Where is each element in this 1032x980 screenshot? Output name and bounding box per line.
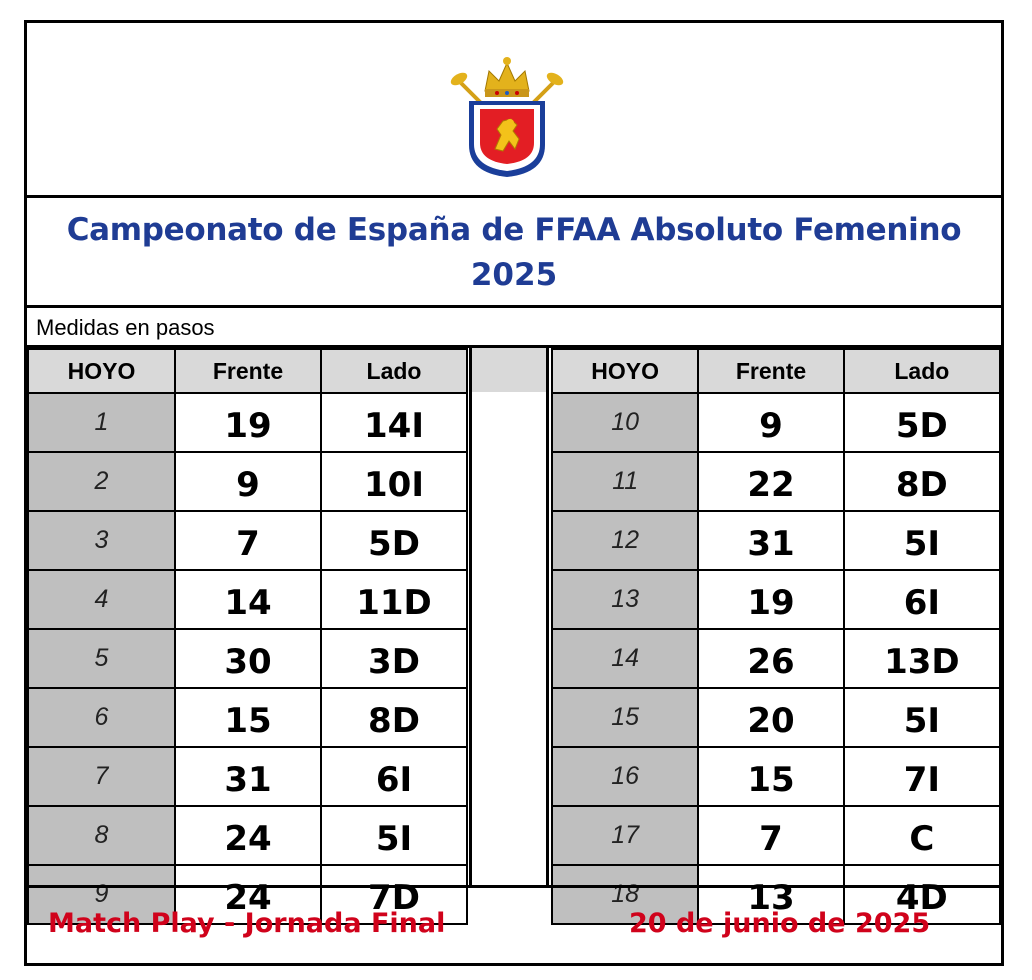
front-distance: 9 [698,393,843,452]
table-row [28,452,467,511]
side-distance: C [844,806,1000,865]
hole-number: 13 [552,570,698,629]
hole-number: 18 [552,865,698,924]
side-distance: 5D [844,393,1000,452]
hole-number: 11 [552,452,698,511]
column-header-hole: HOYO [552,349,698,393]
front-distance: 15 [175,688,321,747]
table-gap [469,348,549,885]
table-row [552,511,1000,570]
table-row [28,688,467,747]
footer [27,885,1001,963]
side-distance: 8D [321,688,467,747]
table-row [552,688,1000,747]
table-row [28,511,467,570]
hole-number: 15 [552,688,698,747]
holes-table-front-nine [27,348,468,925]
side-distance: 7D [321,865,467,924]
side-distance: 6I [844,570,1000,629]
hole-number: 2 [28,452,175,511]
front-distance: 9 [175,452,321,511]
units-note: Medidas en pasos [27,308,1001,348]
side-distance: 5I [844,688,1000,747]
side-distance: 10I [321,452,467,511]
hole-number: 16 [552,747,698,806]
table-row [552,452,1000,511]
hole-number: 3 [28,511,175,570]
side-distance: 6I [321,747,467,806]
table-row [552,806,1000,865]
side-distance: 14I [321,393,467,452]
column-header-front: Frente [698,349,843,393]
title-area [27,198,1001,308]
page-title: Campeonato de España de FFAA Absoluto Femenino [66,212,962,248]
table-row [552,747,1000,806]
round-label: Match Play - Jornada Final [48,908,446,939]
front-distance: 13 [698,865,843,924]
table-row [28,570,467,629]
front-distance: 31 [698,511,843,570]
front-distance: 19 [175,393,321,452]
front-distance: 20 [698,688,843,747]
hole-number: 7 [28,747,175,806]
table-gap-header [472,348,546,392]
table-row [28,806,467,865]
front-distance: 24 [175,865,321,924]
column-header-side: Lado [321,349,467,393]
front-distance: 24 [175,806,321,865]
side-distance: 7I [844,747,1000,806]
table-row [552,570,1000,629]
table-row [28,629,467,688]
front-distance: 26 [698,629,843,688]
front-distance: 14 [175,570,321,629]
holes-table-back-nine [551,348,1001,925]
table-row [28,747,467,806]
title-year: 2025 [470,257,558,293]
side-distance: 8D [844,452,1000,511]
federation-crest-icon [447,49,567,179]
column-header-side: Lado [844,349,1000,393]
column-header-front: Frente [175,349,321,393]
front-distance: 22 [698,452,843,511]
logo-area [27,23,1001,198]
hole-number: 4 [28,570,175,629]
date-label: 20 de junio de 2025 [629,908,931,939]
front-distance: 30 [175,629,321,688]
hole-number: 9 [28,865,175,924]
side-distance: 5I [321,806,467,865]
hole-number: 5 [28,629,175,688]
side-distance: 5D [321,511,467,570]
hole-number: 8 [28,806,175,865]
front-distance: 19 [698,570,843,629]
hole-number: 1 [28,393,175,452]
hole-number: 10 [552,393,698,452]
front-distance: 31 [175,747,321,806]
side-distance: 5I [844,511,1000,570]
table-row [552,629,1000,688]
front-distance: 7 [698,806,843,865]
sheet-frame [24,20,1004,966]
table-row [28,393,467,452]
front-distance: 15 [698,747,843,806]
side-distance: 11D [321,570,467,629]
side-distance: 3D [321,629,467,688]
table-row [552,393,1000,452]
side-distance: 4D [844,865,1000,924]
hole-number: 14 [552,629,698,688]
column-header-hole: HOYO [28,349,175,393]
hole-number: 12 [552,511,698,570]
hole-number: 17 [552,806,698,865]
side-distance: 13D [844,629,1000,688]
front-distance: 7 [175,511,321,570]
hole-number: 6 [28,688,175,747]
